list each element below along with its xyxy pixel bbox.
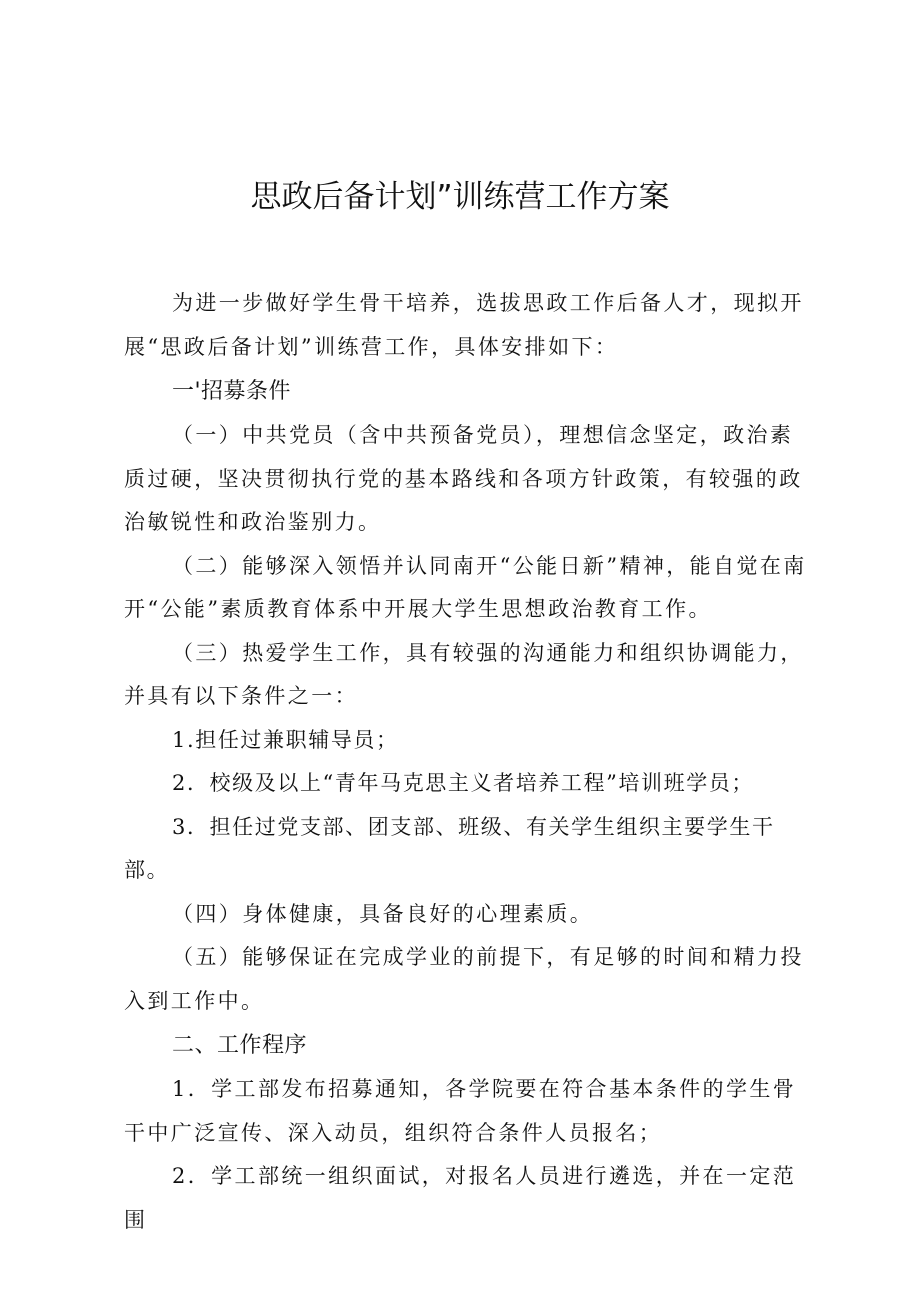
procedure-paragraph-2: 2．学工部统一组织面试，对报名人员进行遴选，并在一定范围	[124, 1164, 797, 1232]
condition-paragraph-1: （一）中共党员（含中共预备党员），理想信念坚定，政治素质过硬，坚决贯彻执行党的基本路线和各项方针政策，有较强的政治敏锐性和政治鉴别力。	[124, 423, 803, 534]
condition-paragraph-5: （五）能够保证在完成学业的前提下，有足够的时间和精力投入到工作中。	[124, 945, 804, 1013]
condition-list-item-1: 1.担任过兼职辅导员；	[172, 727, 399, 752]
condition-paragraph-3: （三）热爱学生工作，具有较强的沟通能力和组织协调能力，并具有以下条件之一：	[124, 640, 804, 708]
condition-list-item-3: 3．担任过党支部、团支部、班级、有关学生组织主要学生干部。	[124, 814, 775, 882]
condition-list-item-2: 2．校级及以上“青年马克思主义者培养工程”培训班学员；	[172, 771, 755, 795]
condition-paragraph-2: （二）能够深入领悟并认同南开“公能日新”精神，能自觉在南开“公能”素质教育体系中开展大学生思想政治教育工作。	[124, 553, 807, 621]
document-body	[124, 282, 810, 1242]
document-title: 思政后备计划”训练营工作方案	[250, 179, 670, 215]
procedure-paragraph-1: 1．学工部发布招募通知，各学院要在符合基本条件的学生骨干中广泛宣传、深入动员，组织符合条件人员报名；	[124, 1077, 797, 1145]
section-heading-work-procedure: 二、工作程序	[172, 1033, 308, 1058]
section-heading-recruitment-conditions: 一'招募条件	[172, 379, 292, 404]
condition-paragraph-4: （四）身体健康，具备良好的心理素质。	[172, 901, 594, 926]
intro-paragraph: 为进一步做好学生骨干培养，选拔思政工作后备人才，现拟开展“思政后备计划”训练营工作，具体安排如下：	[124, 291, 804, 359]
